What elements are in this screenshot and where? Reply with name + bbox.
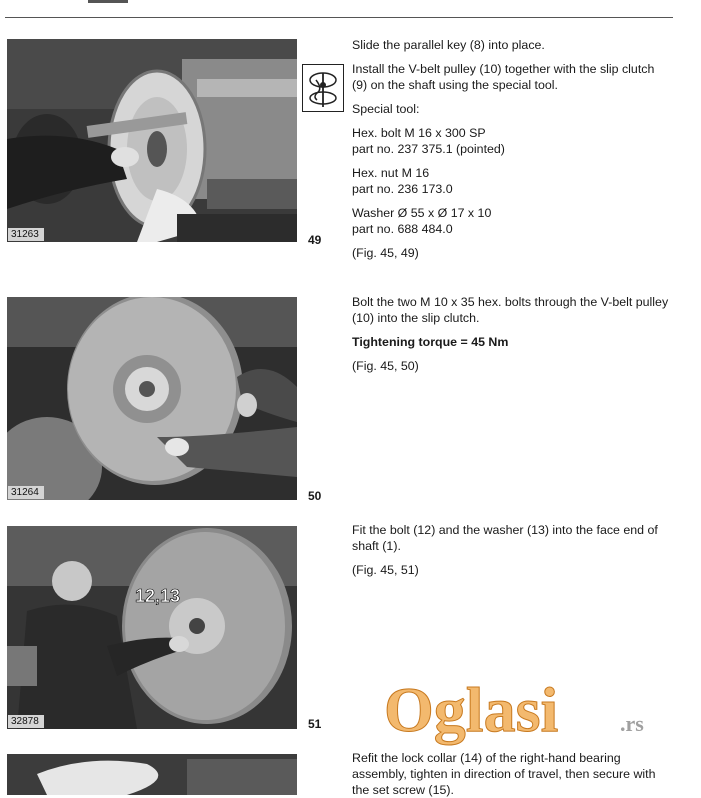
figure-number: 51 <box>308 717 322 731</box>
header-rule <box>5 17 673 18</box>
torque-spec: Tightening torque = 45 Nm <box>352 335 509 349</box>
watermark-tld: .rs <box>620 711 644 736</box>
instruction-text: Fit the bolt (12) and the washer (13) into the face end of shaft (1). <box>352 523 658 553</box>
tool-name: Washer Ø 55 x Ø 17 x 10 <box>352 206 492 220</box>
tool-entry <box>352 165 672 197</box>
special-tool-heading: Special tool: <box>352 102 420 116</box>
photo-fig-51 <box>7 526 297 729</box>
watermark-brand: Oglasi <box>384 676 559 745</box>
tool-entry <box>352 125 672 157</box>
tool-name: Hex. nut M 16 <box>352 166 430 180</box>
figure-reference: (Fig. 45, 51) <box>352 563 419 577</box>
header-fragment <box>88 0 128 3</box>
callout-label: 12,13 <box>135 586 181 606</box>
tool-part-no: part no. 237 375.1 (pointed) <box>352 142 505 156</box>
wrench-tool-icon <box>302 64 344 112</box>
photo-id-label: 31264 <box>8 486 44 499</box>
instruction-block-3 <box>352 522 672 586</box>
instruction-block-4 <box>352 750 672 798</box>
tool-part-no: part no. 688 484.0 <box>352 222 453 236</box>
photo-fig-49 <box>7 39 297 242</box>
photo-fig-52 <box>7 754 297 795</box>
instruction-text: Install the V-belt pulley (10) together with the slip clutch (9) on the shaft using the special tool. <box>352 62 655 92</box>
tool-part-no: part no. 236 173.0 <box>352 182 453 196</box>
photo-id-label: 32878 <box>8 715 44 728</box>
instruction-block-2 <box>352 294 672 382</box>
tool-name: Hex. bolt M 16 x 300 SP <box>352 126 486 140</box>
photo-fig-50 <box>7 297 297 500</box>
figure-number: 50 <box>308 489 322 503</box>
instruction-text: Slide the parallel key (8) into place. <box>352 38 545 52</box>
instruction-block-1 <box>352 37 672 269</box>
tool-entry <box>352 205 672 237</box>
instruction-text: Refit the lock collar (14) of the right-hand bearing assembly, tighten in direction of travel, then secure with the set screw (15). <box>352 751 656 797</box>
watermark-logo <box>384 676 674 746</box>
figure-number: 49 <box>308 233 322 247</box>
photo-id-label: 31263 <box>8 228 44 241</box>
instruction-text: Bolt the two M 10 x 35 hex. bolts through the V-belt pulley (10) into the slip clutch. <box>352 295 669 325</box>
figure-reference: (Fig. 45, 49) <box>352 246 419 260</box>
figure-reference: (Fig. 45, 50) <box>352 359 419 373</box>
